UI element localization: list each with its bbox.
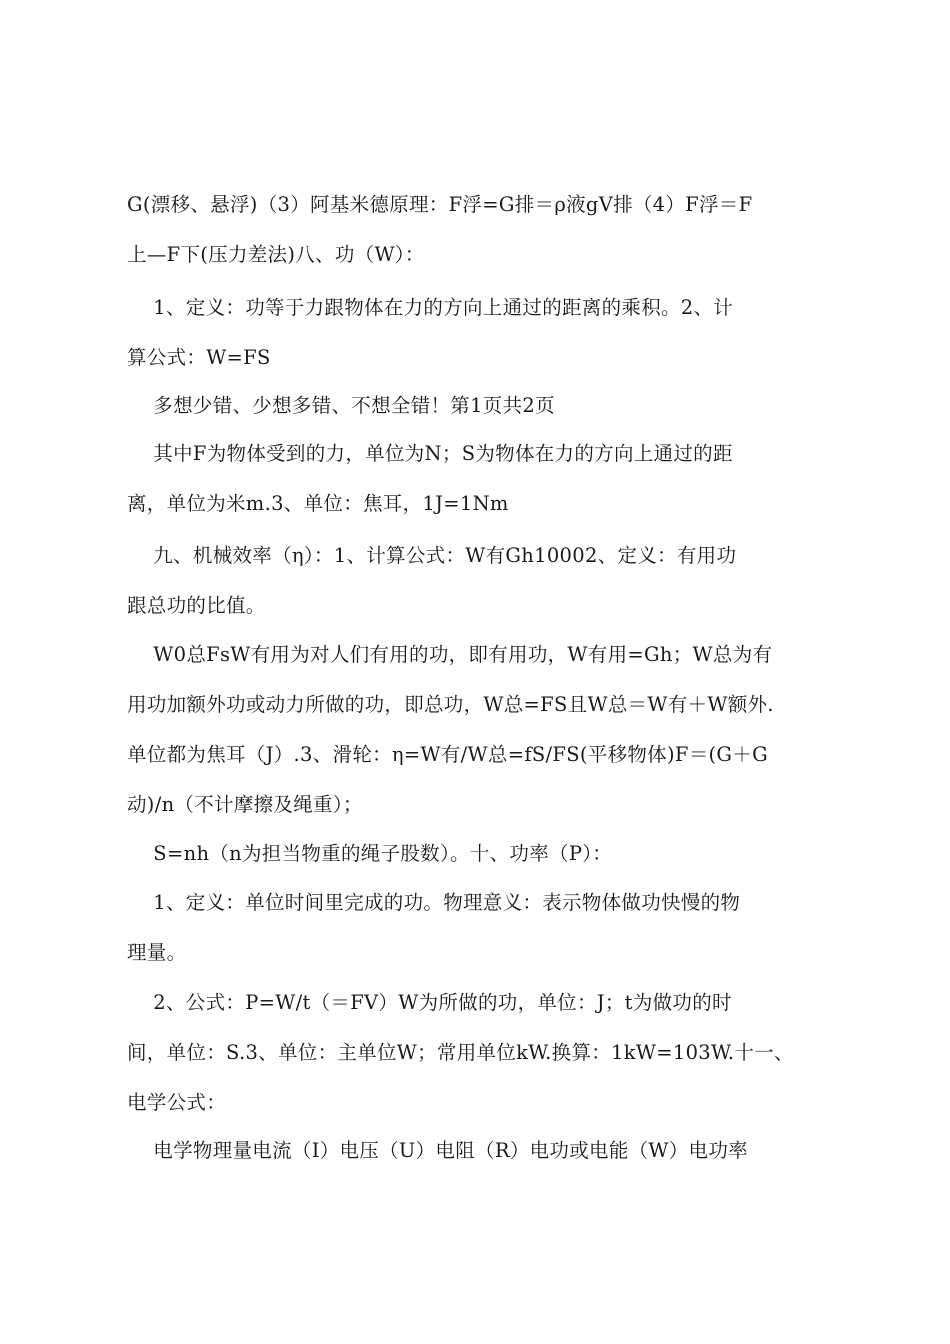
text-line: 离，单位为米m.3、单位：焦耳，1J=1Nm: [127, 492, 509, 515]
text-line: 九、机械效率（η）：1、计算公式：W有Gh10002、定义：有用功: [127, 544, 737, 567]
text-line: 跟总功的比值。: [127, 594, 266, 617]
text-line: 电学物理量电流（I）电压（U）电阻（R）电功或电能（W）电功率: [127, 1139, 748, 1162]
text-line: 用功加额外功或动力所做的功，即总功，W总=FS且W总＝W有＋W额外.: [127, 693, 774, 716]
paragraph-power-formula: [127, 978, 833, 1128]
text-line: G(漂移、悬浮)（3）阿基米德原理：F浮=G排＝ρ液gV排（4）F浮＝F: [127, 193, 753, 216]
text-line: 间，单位：S.3、单位：主单位W；常用单位kW.换算：1kW=103W.十一、: [127, 1041, 794, 1064]
text-line: 1、定义：单位时间里完成的功。物理意义：表示物体做功快慢的物: [127, 891, 741, 914]
text-line: 2、公式：P=W/t（＝FV）W为所做的功，单位：J；t为做功的时: [127, 991, 732, 1014]
text-line: 多想少错、少想多错、不想全错！第1页共2页: [127, 394, 555, 417]
paragraph-power-definition: [127, 878, 833, 978]
text-line: 上—F下(压力差法)八、功（W）：: [127, 243, 425, 266]
paragraph-work-definition: [127, 283, 833, 383]
paragraph-work-units: [127, 429, 833, 529]
paragraph-useful-work: [127, 630, 833, 830]
text-line: 其中F为物体受到的力，单位为N；S为物体在力的方向上通过的距: [127, 442, 733, 465]
text-line: 算公式：W=FS: [127, 346, 271, 369]
paragraph-electrical: [127, 1126, 833, 1176]
text-line: S=nh（n为担当物重的绳子股数）。十、功率（P）：: [127, 842, 613, 865]
text-line: 电学公式：: [127, 1091, 227, 1114]
paragraph-page-footer-note: [127, 381, 833, 431]
text-line: 单位都为焦耳（J）.3、滑轮：η=W有/W总=fS/FS(平移物体)F＝(G＋G: [127, 743, 768, 766]
text-line: 理量。: [127, 941, 187, 964]
text-line: 1、定义：功等于力跟物体在力的方向上通过的距离的乘积。2、计: [127, 296, 734, 319]
paragraph-efficiency: [127, 531, 833, 631]
text-line: 动)/n（不计摩擦及绳重）；: [127, 793, 363, 816]
paragraph-buoyancy: [127, 180, 833, 280]
paragraph-pulley: [127, 829, 833, 879]
text-line: W0总FsW有用为对人们有用的功，即有用功，W有用=Gh；W总为有: [127, 643, 773, 666]
